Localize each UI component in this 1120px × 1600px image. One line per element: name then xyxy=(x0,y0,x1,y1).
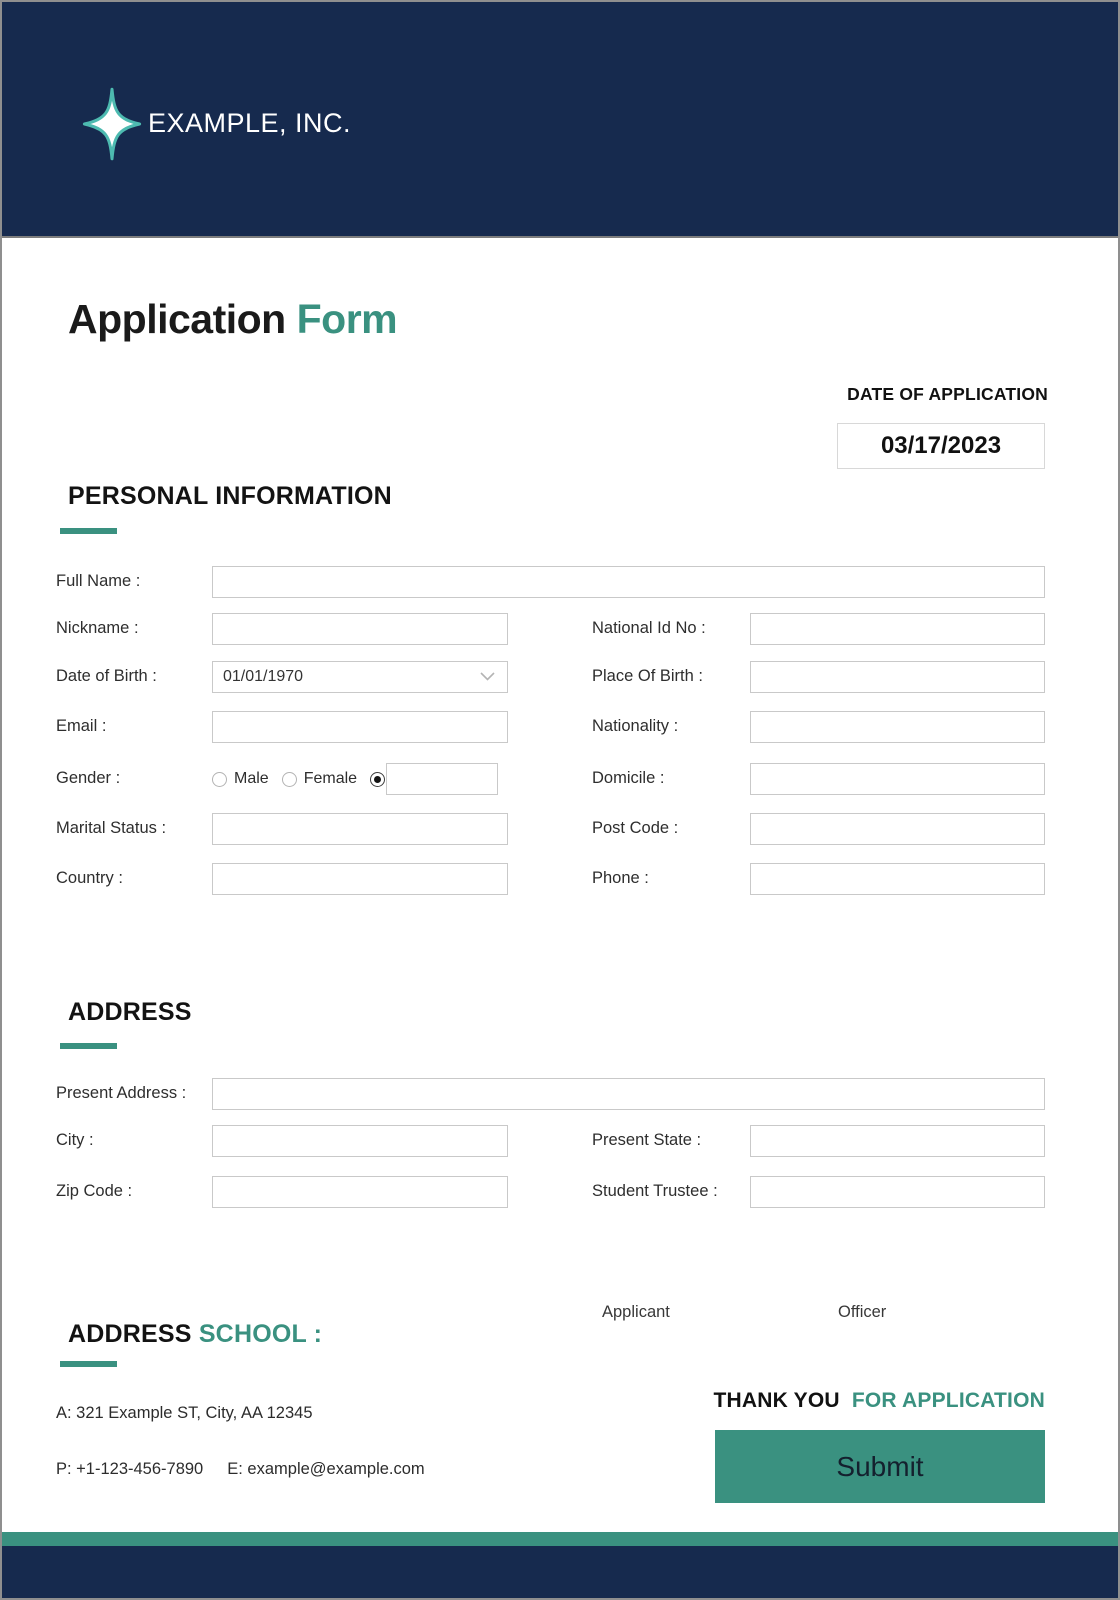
gender-other-radio[interactable] xyxy=(370,772,385,787)
submit-button[interactable]: Submit xyxy=(715,1430,1045,1503)
marital-status-input[interactable] xyxy=(212,813,508,845)
present-state-input[interactable] xyxy=(750,1125,1045,1157)
email-input[interactable] xyxy=(212,711,508,743)
phone-label: Phone : xyxy=(592,869,649,887)
address-school-heading-black: ADDRESS xyxy=(68,1320,192,1348)
chevron-down-icon xyxy=(480,668,495,686)
country-label: Country : xyxy=(56,869,123,887)
present-state-label: Present State : xyxy=(592,1131,702,1149)
school-email: E: example@example.com xyxy=(227,1460,425,1478)
gender-other-input[interactable] xyxy=(386,763,498,795)
full-name-input[interactable] xyxy=(212,566,1045,598)
address-underline xyxy=(60,1043,117,1049)
post-code-input[interactable] xyxy=(750,813,1045,845)
student-trustee-label: Student Trustee : xyxy=(592,1182,718,1200)
personal-information-underline xyxy=(60,528,117,534)
school-address-line: A: 321 Example ST, City, AA 12345 xyxy=(56,1404,313,1422)
city-input[interactable] xyxy=(212,1125,508,1157)
gender-label: Gender : xyxy=(56,769,121,787)
footer-bar xyxy=(0,1546,1120,1600)
page-title xyxy=(68,296,397,343)
student-trustee-input[interactable] xyxy=(750,1176,1045,1208)
post-code-label: Post Code : xyxy=(592,819,679,837)
country-input[interactable] xyxy=(212,863,508,895)
address-heading: ADDRESS xyxy=(68,998,192,1026)
gender-female-radio[interactable] xyxy=(282,772,297,787)
present-address-label: Present Address : xyxy=(56,1084,187,1102)
page-title-black: Application xyxy=(68,296,286,342)
date-of-application-field[interactable]: 03/17/2023 xyxy=(837,423,1045,469)
place-of-birth-input[interactable] xyxy=(750,661,1045,693)
four-point-star-icon xyxy=(82,86,142,167)
gender-radio-group xyxy=(212,763,385,795)
nationality-label: Nationality : xyxy=(592,717,679,735)
page-title-teal: Form xyxy=(296,296,398,342)
date-of-birth-label: Date of Birth : xyxy=(56,667,157,685)
thank-you-line xyxy=(713,1389,1045,1413)
date-of-birth-value: 01/01/1970 xyxy=(223,668,304,685)
thank-you-black: THANK YOU xyxy=(713,1389,840,1412)
gender-female-option-label: Female xyxy=(303,770,358,787)
officer-signature-label: Officer xyxy=(838,1303,887,1321)
nickname-input[interactable] xyxy=(212,613,508,645)
address-school-underline xyxy=(60,1361,117,1367)
date-of-birth-select[interactable] xyxy=(212,661,508,693)
phone-input[interactable] xyxy=(750,863,1045,895)
thank-you-teal: FOR APPLICATION xyxy=(851,1389,1045,1412)
nationality-input[interactable] xyxy=(750,711,1045,743)
zip-code-label: Zip Code : xyxy=(56,1182,133,1200)
school-contact-line xyxy=(56,1460,425,1479)
place-of-birth-label: Place Of Birth : xyxy=(592,667,703,685)
national-id-input[interactable] xyxy=(750,613,1045,645)
date-of-application-label: DATE OF APPLICATION xyxy=(847,384,1048,404)
gender-male-radio[interactable] xyxy=(212,772,227,787)
nickname-label: Nickname : xyxy=(56,619,139,637)
domicile-label: Domicile : xyxy=(592,769,665,787)
applicant-signature-label: Applicant xyxy=(602,1303,670,1321)
header xyxy=(0,0,1120,238)
gender-male-option-label: Male xyxy=(234,770,269,787)
city-label: City : xyxy=(56,1131,94,1149)
company-name: EXAMPLE, INC. xyxy=(148,108,352,138)
school-phone: P: +1-123-456-7890 xyxy=(56,1460,204,1478)
full-name-label: Full Name : xyxy=(56,572,141,590)
marital-status-label: Marital Status : xyxy=(56,819,167,837)
personal-information-heading: PERSONAL INFORMATION xyxy=(68,482,392,510)
footer-accent-bar xyxy=(0,1532,1120,1546)
present-address-input[interactable] xyxy=(212,1078,1045,1110)
email-label: Email : xyxy=(56,717,107,735)
national-id-label: National Id No : xyxy=(592,619,706,637)
address-school-heading xyxy=(68,1320,322,1349)
address-school-heading-teal: SCHOOL : xyxy=(198,1320,323,1348)
zip-code-input[interactable] xyxy=(212,1176,508,1208)
domicile-input[interactable] xyxy=(750,763,1045,795)
